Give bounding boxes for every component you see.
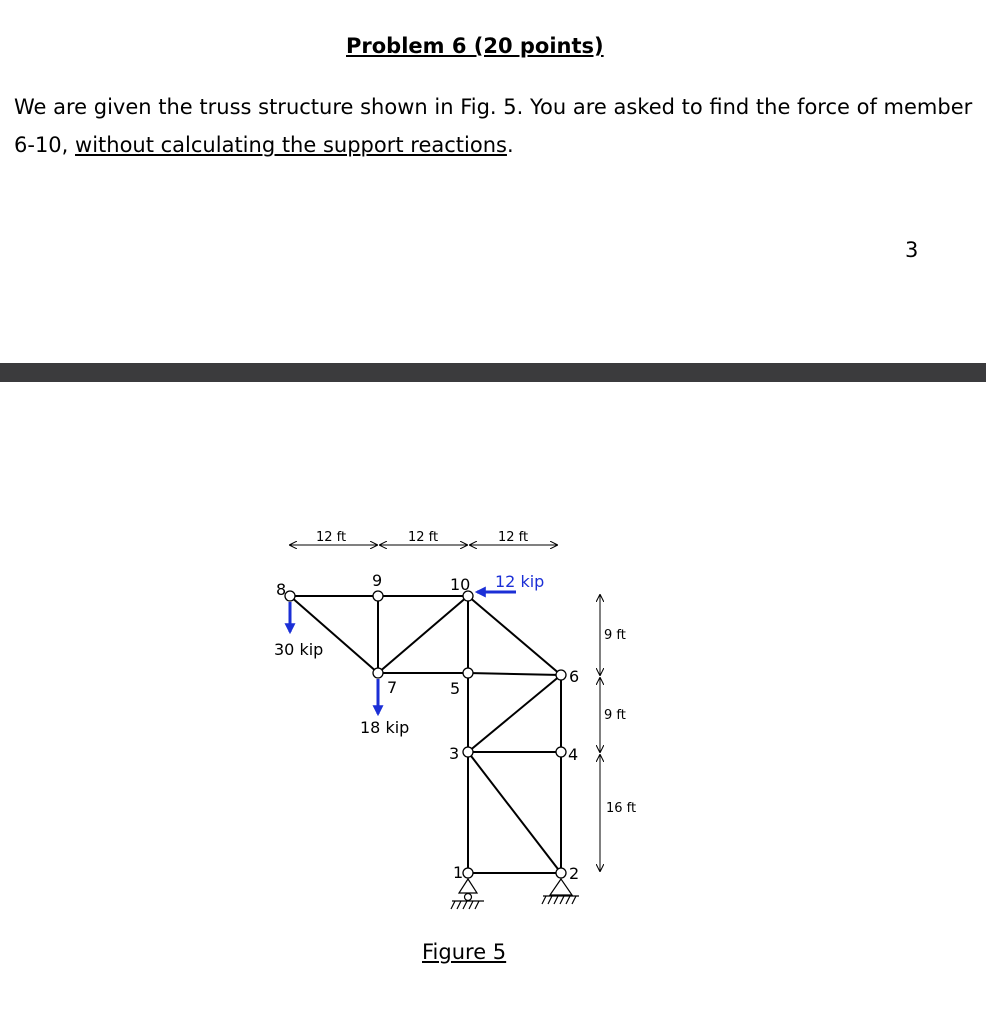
truss-joints <box>285 591 566 878</box>
node-label-3: 3 <box>449 744 460 763</box>
joint-3 <box>463 747 473 757</box>
truss-members <box>290 596 561 873</box>
joint-8 <box>285 591 295 601</box>
dim-label-v2: 9 ft <box>604 708 626 723</box>
member-3-6 <box>468 675 561 752</box>
node-label-6: 6 <box>569 667 580 686</box>
joint-9 <box>373 591 383 601</box>
joint-5 <box>463 668 473 678</box>
figure-caption: Figure 5 <box>422 940 507 964</box>
dim-label-v3: 16 ft <box>606 801 637 816</box>
node-label-8: 8 <box>276 580 287 599</box>
statement-underlined: without calculating the support reactions <box>75 133 507 157</box>
node-label-2: 2 <box>569 864 580 883</box>
load-label-18kip: 18 kip <box>360 718 410 737</box>
node-label-7: 7 <box>387 678 398 697</box>
statement-text: We are given the truss structure shown in Fig. 5. You are asked to find the force of member 6-10, <box>14 95 973 157</box>
joint-1 <box>463 868 473 878</box>
joint-7 <box>373 668 383 678</box>
support-pin-1 <box>451 879 484 909</box>
dim-label-h1: 12 ft <box>316 530 347 545</box>
statement-end: . <box>506 133 514 157</box>
node-label-5: 5 <box>450 679 461 698</box>
load-arrows <box>290 592 516 714</box>
dim-label-h2: 12 ft <box>408 530 439 545</box>
page-number: 3 <box>905 238 919 262</box>
load-label-12kip: 12 kip <box>495 572 545 591</box>
load-label-30kip: 30 kip <box>274 640 324 659</box>
member-7-10 <box>378 596 468 673</box>
node-label-4: 4 <box>568 745 579 764</box>
member-5-6 <box>468 673 561 675</box>
joint-6 <box>556 670 566 680</box>
member-10-6 <box>468 596 561 675</box>
joint-2 <box>556 868 566 878</box>
node-label-10: 10 <box>450 575 471 594</box>
joint-4 <box>556 747 566 757</box>
node-label-9: 9 <box>372 571 383 590</box>
member-8-7 <box>290 596 378 673</box>
dim-label-v1: 9 ft <box>604 628 626 643</box>
problem-title: Problem 6 (20 points) <box>346 34 604 58</box>
dim-label-h3: 12 ft <box>498 530 529 545</box>
member-3-2 <box>468 752 561 873</box>
node-label-1: 1 <box>453 863 464 882</box>
